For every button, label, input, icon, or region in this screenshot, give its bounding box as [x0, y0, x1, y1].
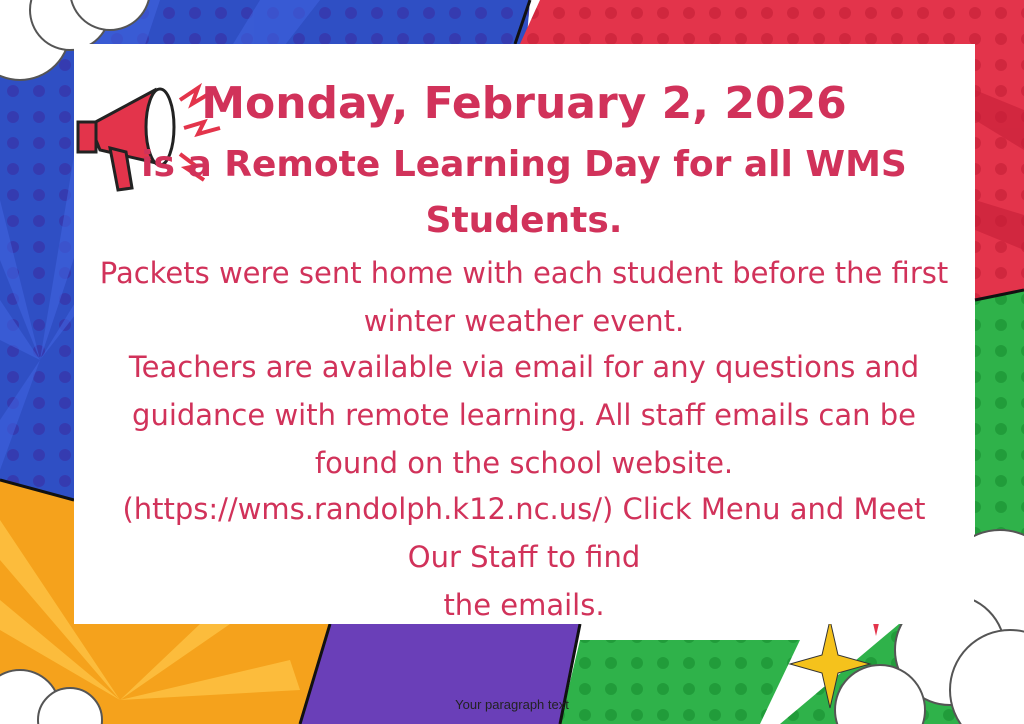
- body-line: Packets were sent home with each student before the first: [99, 256, 949, 290]
- green-bottom-dots: [560, 640, 800, 724]
- body-line: Our Staff to find: [407, 540, 641, 574]
- body-line: found on the school website.: [314, 446, 734, 480]
- body-line: guidance with remote learning. All staff emails can be: [132, 398, 916, 432]
- date-heading: Monday, February 2, 2026: [201, 78, 847, 129]
- body-line: the emails.: [443, 588, 605, 622]
- subtitle-line-2: Students.: [425, 200, 623, 241]
- placeholder-paragraph-text: Your paragraph text: [455, 697, 569, 712]
- body-line: winter weather event.: [363, 304, 685, 338]
- website-link-line: (https://wms.randolph.k12.nc.us/) Click Menu and Meet: [122, 492, 926, 526]
- body-line: Teachers are available via email for any questions and: [128, 350, 920, 384]
- subtitle-line-1: is a Remote Learning Day for all WMS: [141, 144, 907, 185]
